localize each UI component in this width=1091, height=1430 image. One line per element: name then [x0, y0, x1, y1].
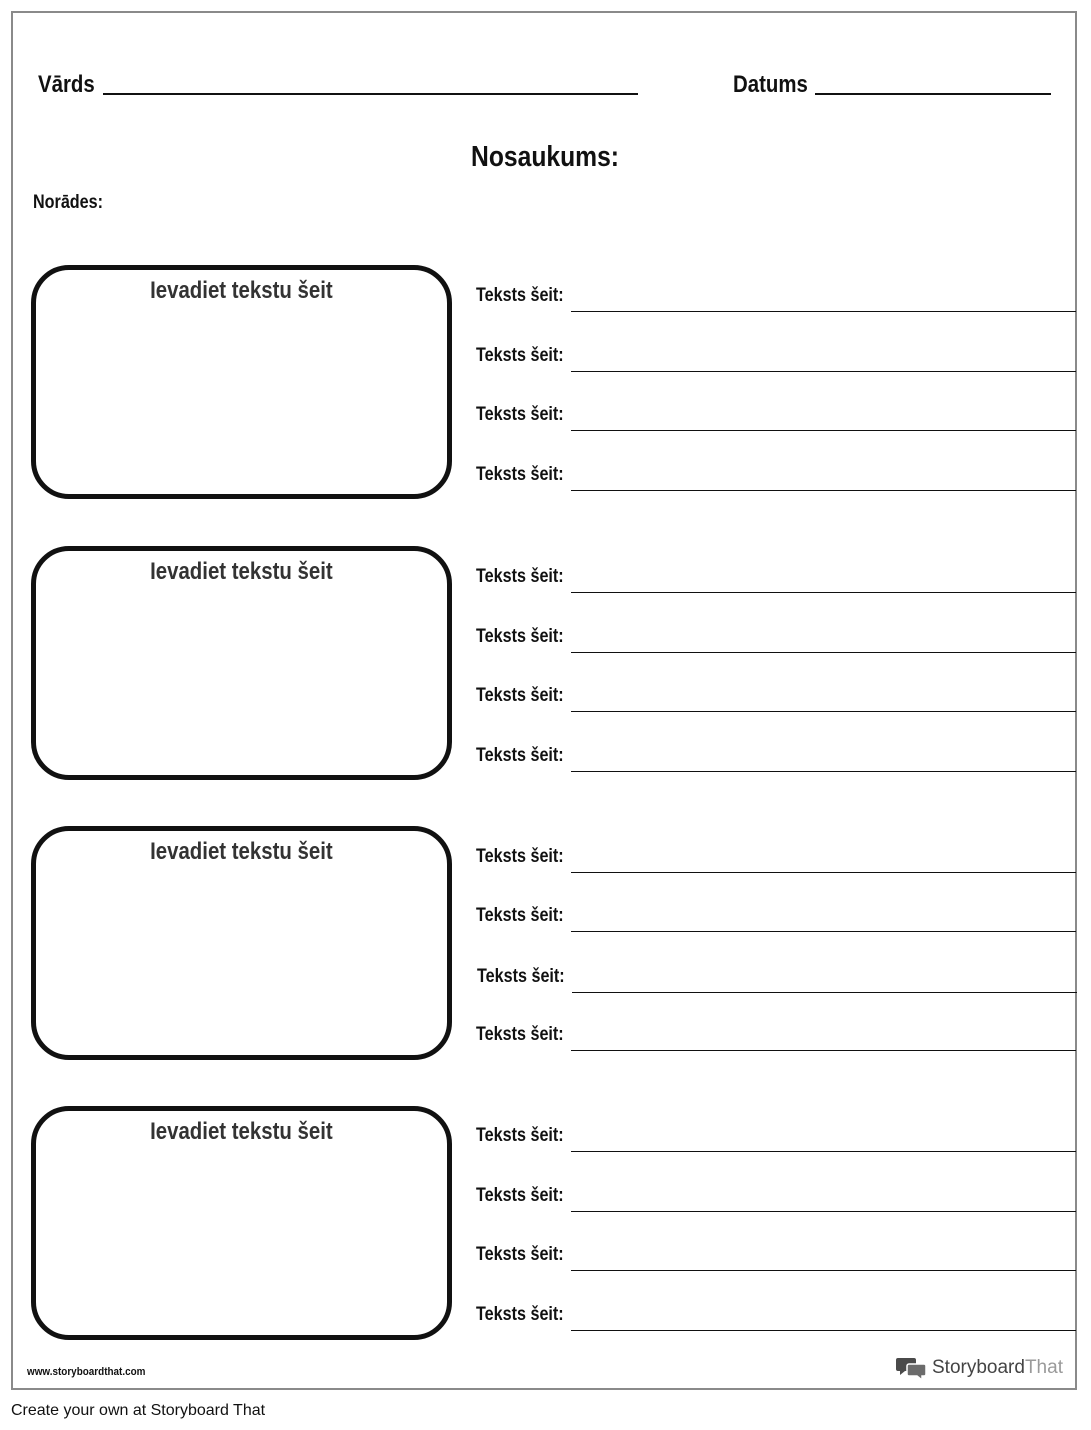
date-label: Datums: [733, 71, 808, 98]
answer-line-rule: [571, 490, 1076, 491]
brand-logo[interactable]: [896, 1353, 1063, 1383]
box-title: [36, 558, 447, 586]
instructions-label: Norādes:: [33, 192, 104, 213]
answer-line-rule: [571, 371, 1076, 372]
answer-line[interactable]: [476, 1304, 1076, 1334]
answer-line[interactable]: [476, 345, 1076, 375]
answer-line-label: Teksts šeit:: [476, 464, 564, 485]
answer-line-label: Teksts šeit:: [476, 345, 564, 366]
answer-line[interactable]: [476, 1185, 1076, 1215]
answer-line[interactable]: [476, 464, 1076, 494]
answer-line-label: Teksts šeit:: [477, 966, 565, 987]
answer-line-label: Teksts šeit:: [476, 626, 564, 647]
answer-line[interactable]: [476, 285, 1076, 315]
answer-line[interactable]: [476, 685, 1076, 715]
answer-line-label: Teksts šeit:: [476, 1024, 564, 1045]
box-title-text: Ievadiet tekstu šeit: [150, 558, 333, 585]
answer-line[interactable]: [476, 626, 1076, 656]
answer-line-rule: [571, 311, 1076, 312]
answer-line-rule: [571, 652, 1076, 653]
section-4: [0, 1106, 1091, 1346]
answer-line-label: Teksts šeit:: [476, 404, 564, 425]
answer-line-label: Teksts šeit:: [476, 685, 564, 706]
answer-line-label: Teksts šeit:: [476, 566, 564, 587]
section-3: [0, 826, 1091, 1066]
answer-line[interactable]: [476, 745, 1076, 775]
name-line[interactable]: [103, 93, 638, 95]
answer-line[interactable]: [476, 1125, 1076, 1155]
answer-line-label: Teksts šeit:: [476, 846, 564, 867]
answer-line-rule: [571, 1211, 1076, 1212]
answer-line[interactable]: [476, 404, 1076, 434]
date-line[interactable]: [815, 93, 1051, 95]
footer-url[interactable]: www.storyboardthat.com: [27, 1366, 146, 1378]
answer-line[interactable]: [476, 846, 1076, 876]
worksheet-title-text: Nosaukums:: [471, 141, 620, 173]
answer-line-label: Teksts šeit:: [476, 745, 564, 766]
answer-line-rule: [571, 430, 1076, 431]
answer-line-label: Teksts šeit:: [476, 1125, 564, 1146]
answer-line-label: Teksts šeit:: [476, 1185, 564, 1206]
worksheet-title: [0, 141, 1091, 174]
answer-line[interactable]: [476, 566, 1076, 596]
box-title: [36, 838, 447, 866]
answer-line-rule: [571, 1151, 1076, 1152]
text-box[interactable]: [31, 546, 452, 780]
answer-line-rule: [572, 992, 1077, 993]
answer-line-label: Teksts šeit:: [476, 1244, 564, 1265]
answer-line-rule: [571, 872, 1076, 873]
answer-line-rule: [571, 771, 1076, 772]
answer-line-label: Teksts šeit:: [476, 285, 564, 306]
answer-line-rule: [571, 1270, 1076, 1271]
box-title-text: Ievadiet tekstu šeit: [150, 838, 333, 865]
section-2: [0, 546, 1091, 786]
box-title: [36, 277, 447, 305]
name-label: Vārds: [38, 71, 95, 98]
answer-line[interactable]: [476, 1024, 1076, 1054]
text-box[interactable]: [31, 265, 452, 499]
answer-line-rule: [571, 711, 1076, 712]
box-title-text: Ievadiet tekstu šeit: [150, 277, 333, 304]
brand-name-part2: That: [1024, 1357, 1063, 1378]
answer-line-rule: [571, 1050, 1076, 1051]
answer-line-rule: [571, 592, 1076, 593]
text-box[interactable]: [31, 1106, 452, 1340]
section-1: [0, 265, 1091, 505]
answer-line-rule: [571, 931, 1076, 932]
answer-line-rule: [571, 1330, 1076, 1331]
speech-bubbles-icon: [896, 1355, 928, 1381]
answer-line[interactable]: [476, 905, 1076, 935]
answer-line-label: Teksts šeit:: [476, 905, 564, 926]
answer-line[interactable]: [477, 966, 1077, 996]
brand-name: [932, 1357, 1063, 1379]
credit-link[interactable]: Create your own at Storyboard That: [11, 1402, 266, 1419]
answer-line-label: Teksts šeit:: [476, 1304, 564, 1325]
box-title-text: Ievadiet tekstu šeit: [150, 1118, 333, 1145]
text-box[interactable]: [31, 826, 452, 1060]
brand-name-part1: Storyboard: [932, 1357, 1025, 1378]
box-title: [36, 1118, 447, 1146]
answer-line[interactable]: [476, 1244, 1076, 1274]
